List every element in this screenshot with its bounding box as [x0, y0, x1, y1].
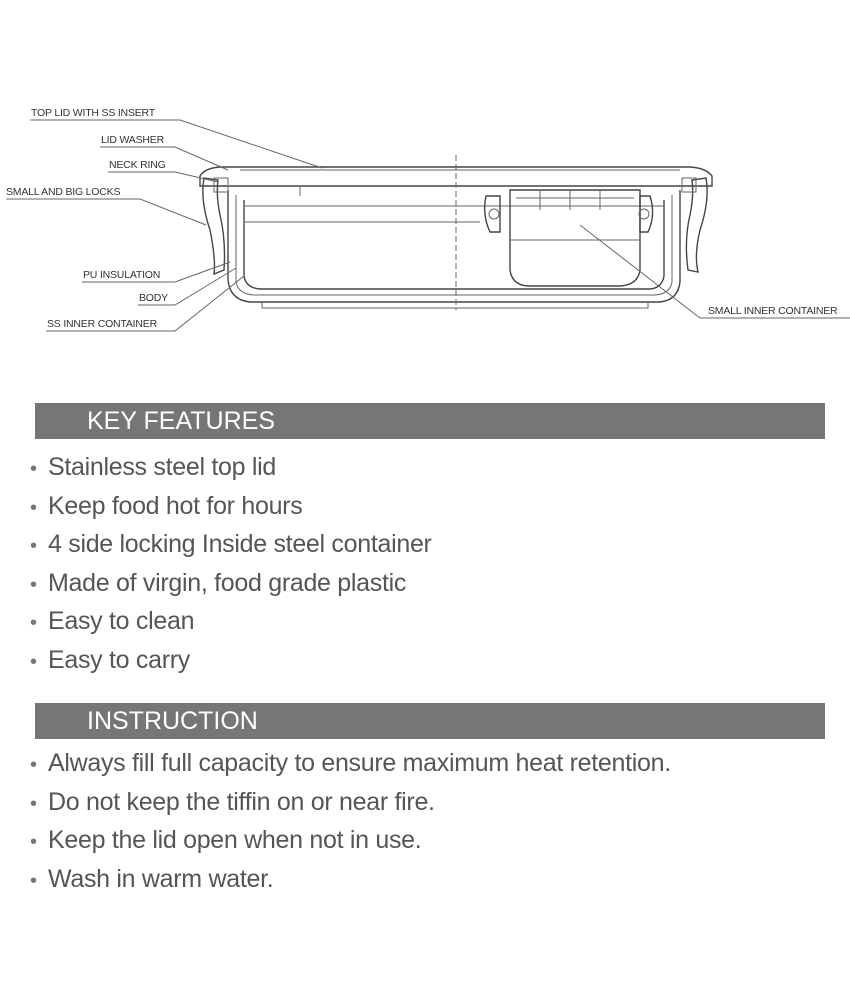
label-ss-inner-container: SS INNER CONTAINER: [47, 318, 157, 330]
instruction-text: Keep the lid open when not in use.: [48, 826, 422, 855]
bullet-icon: •: [30, 831, 37, 854]
list-item: [30, 525, 432, 564]
list-item: [30, 602, 432, 641]
label-pu-insulation: PU INSULATION: [83, 269, 161, 281]
label-small-inner-container: SMALL INNER CONTAINER: [708, 305, 838, 317]
instruction-heading: INSTRUCTION: [35, 703, 825, 739]
instruction-text: Always fill full capacity to ensure maximum heat retention.: [48, 749, 671, 777]
label-body: BODY: [139, 292, 168, 304]
bullet-icon: •: [30, 869, 37, 892]
list-item: [30, 860, 671, 899]
label-neck-ring: NECK RING: [109, 159, 166, 171]
feature-text: Made of virgin, food grade plastic: [48, 568, 407, 597]
bullet-icon: •: [30, 573, 37, 596]
feature-text: Stainless steel top lid: [48, 453, 276, 481]
list-item: [30, 564, 432, 603]
feature-text: Easy to carry: [48, 645, 190, 674]
label-top-lid: TOP LID WITH SS INSERT: [31, 107, 155, 119]
bullet-icon: •: [30, 535, 37, 558]
key-features-list: [30, 448, 432, 680]
bullet-icon: •: [30, 496, 37, 519]
list-item: [30, 744, 671, 783]
bullet-icon: •: [30, 650, 37, 673]
bullet-icon: •: [30, 792, 37, 815]
feature-text: Keep food hot for hours: [48, 491, 303, 520]
instruction-text: Wash in warm water.: [48, 864, 274, 893]
key-features-heading: KEY FEATURES: [35, 403, 825, 439]
list-item: [30, 448, 432, 487]
instruction-text: Do not keep the tiffin on or near fire.: [48, 787, 435, 816]
bullet-icon: •: [30, 458, 37, 480]
list-item: [30, 821, 671, 860]
label-locks: SMALL AND BIG LOCKS: [6, 186, 121, 198]
list-item: [30, 487, 432, 526]
list-item: [30, 641, 432, 680]
instruction-list: [30, 744, 671, 898]
tiffin-cross-section-diagram: [0, 0, 850, 340]
feature-text: Easy to clean: [48, 607, 195, 636]
list-item: [30, 783, 671, 822]
bullet-icon: •: [30, 612, 37, 635]
container-drawing: [200, 155, 712, 310]
feature-text: 4 side locking Inside steel container: [48, 530, 432, 559]
bullet-icon: •: [30, 754, 37, 776]
label-lid-washer: LID WASHER: [101, 134, 164, 146]
